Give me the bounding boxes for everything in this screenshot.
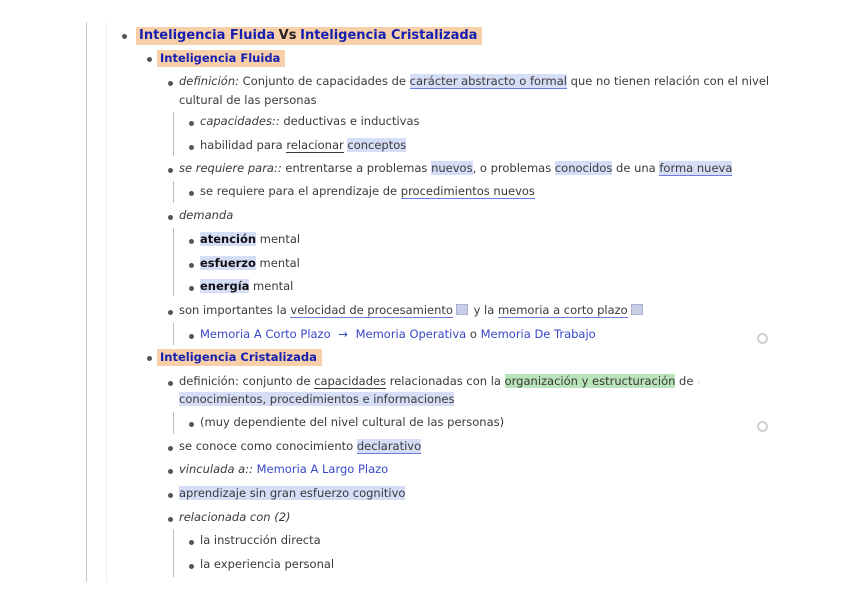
conocimientos-highlight[interactable]: conocimientos, procedimientos e informaciones xyxy=(179,392,455,406)
aprendizaje-text: se requiere para el aprendizaje de xyxy=(200,184,401,198)
bullet[interactable] xyxy=(189,121,194,126)
capacidades-link[interactable]: capacidades xyxy=(314,374,387,388)
indent-guide xyxy=(173,181,174,203)
bullet[interactable] xyxy=(189,263,194,268)
title-left-link[interactable]: Inteligencia Fluida xyxy=(139,28,275,43)
demanda-sub-item[interactable] xyxy=(200,256,300,270)
relacionada-sub-item[interactable] xyxy=(200,557,334,571)
requiere-text: entrentarse a problemas xyxy=(281,161,432,175)
cristalizada-definicion[interactable] xyxy=(179,374,701,388)
bullet[interactable] xyxy=(168,310,173,315)
bullet[interactable] xyxy=(189,540,194,545)
relacionada-count: (2) xyxy=(274,510,291,524)
indent-guide xyxy=(173,228,174,296)
section-heading-fluida xyxy=(157,50,285,67)
page-title xyxy=(136,27,482,45)
importantes-text-2: y la xyxy=(469,303,498,317)
atencion-highlight[interactable]: atención xyxy=(200,232,257,246)
habilidad-item[interactable] xyxy=(200,138,406,152)
vinculada-label: vinculada a:: xyxy=(179,462,253,476)
conoce-text: se conoce como conocimiento xyxy=(179,439,357,453)
requiere-label: se requiere para:: xyxy=(179,161,282,175)
muy-dependiente-text: (muy dependiente del nivel cultural de las personas) xyxy=(200,415,505,429)
habilidad-text: habilidad para xyxy=(200,138,287,152)
embed-icon[interactable] xyxy=(456,304,468,315)
bullet[interactable] xyxy=(168,215,173,220)
instruccion-text: la instrucción directa xyxy=(200,533,321,547)
outline-guide-line-secondary xyxy=(106,22,107,582)
velocidad-procesamiento-link[interactable]: velocidad de procesamiento xyxy=(290,303,453,317)
definicion-text-2: que no tienen relación con el nivel xyxy=(567,74,770,88)
bullet[interactable] xyxy=(189,334,194,339)
conceptos-highlight[interactable]: conceptos xyxy=(347,138,407,152)
bullet[interactable] xyxy=(189,191,194,196)
fluida-heading-link[interactable]: Inteligencia Fluida xyxy=(160,51,281,65)
bullet[interactable] xyxy=(189,239,194,244)
requiere-item[interactable] xyxy=(179,161,732,175)
memoria-largo-plazo-link[interactable]: Memoria A Largo Plazo xyxy=(256,462,389,476)
requiere-text-3: de una xyxy=(612,161,660,175)
relacionar-link[interactable]: relacionar xyxy=(286,138,344,152)
demanda-label: demanda xyxy=(179,208,234,222)
relacionada-item[interactable] xyxy=(179,510,291,524)
energia-highlight[interactable]: energía xyxy=(200,279,250,293)
bullet[interactable] xyxy=(189,564,194,569)
bullet[interactable] xyxy=(168,493,173,498)
demanda-item[interactable] xyxy=(179,208,233,222)
block-options-icon[interactable] xyxy=(757,421,768,432)
bullet[interactable] xyxy=(189,422,194,427)
forma-nueva-highlight[interactable]: forma nueva xyxy=(659,161,733,175)
conocidos-highlight[interactable]: conocidos xyxy=(554,161,613,175)
cristalizada-definicion-cont xyxy=(179,392,454,406)
demanda-sub-item[interactable] xyxy=(200,232,300,246)
capacidades-text: deductivas e inductivas xyxy=(279,114,420,128)
bullet[interactable] xyxy=(122,34,127,39)
bullet[interactable] xyxy=(168,469,173,474)
memoria-de-trabajo-link[interactable]: Memoria De Trabajo xyxy=(480,327,596,341)
demanda-sub-text: mental xyxy=(255,256,300,270)
importantes-text: son importantes la xyxy=(179,303,291,317)
bullet[interactable] xyxy=(168,81,173,86)
bullet[interactable] xyxy=(189,286,194,291)
aprendizaje-item[interactable] xyxy=(200,184,535,198)
title-vs: Vs xyxy=(278,28,297,43)
nuevos-highlight[interactable]: nuevos xyxy=(431,161,473,175)
block-options-icon[interactable] xyxy=(757,333,768,344)
muy-dependiente-item[interactable] xyxy=(200,415,504,429)
bullet[interactable] xyxy=(168,168,173,173)
vinculada-item[interactable] xyxy=(179,462,388,476)
title-right-link[interactable]: Inteligencia Cristalizada xyxy=(300,28,478,43)
aprendizaje-highlight[interactable]: aprendizaje sin gran esfuerzo cognitivo xyxy=(179,486,406,500)
demanda-sub-item[interactable] xyxy=(200,279,293,293)
definicion-text-3: cultural de las personas xyxy=(179,93,317,107)
memoria-corto-plazo-link[interactable]: memoria a corto plazo xyxy=(497,303,628,317)
conoce-item[interactable] xyxy=(179,439,421,453)
esfuerzo-highlight[interactable]: esfuerzo xyxy=(200,256,256,270)
relacionada-label: relacionada con xyxy=(179,510,271,524)
indent-guide xyxy=(173,529,174,577)
embed-icon[interactable] xyxy=(631,304,643,315)
memoria-connector: o xyxy=(466,327,481,341)
bullet[interactable] xyxy=(168,517,173,522)
organizacion-highlight[interactable]: organización y estructuración xyxy=(504,374,676,388)
demanda-sub-text: mental xyxy=(256,232,301,246)
indent-guide xyxy=(173,323,174,345)
memoria-operativa-link[interactable]: Memoria Operativa xyxy=(355,327,467,341)
bullet[interactable] xyxy=(168,446,173,451)
fluida-definicion[interactable] xyxy=(179,74,769,88)
capacidades-label: capacidades:: xyxy=(200,114,280,128)
bullet[interactable] xyxy=(168,381,173,386)
demanda-sub-text: mental xyxy=(249,279,294,293)
cristalizada-heading-link[interactable]: Inteligencia Cristalizada xyxy=(160,350,317,364)
outline-guide-line xyxy=(86,22,87,582)
memoria-item[interactable] xyxy=(200,327,596,341)
declarativo-highlight[interactable]: declarativo xyxy=(356,439,422,453)
cristalizada-def-text-3: de xyxy=(675,374,698,388)
cristalizada-def-text-2: relacionadas con la xyxy=(386,374,505,388)
bullet[interactable] xyxy=(147,57,152,62)
bullet[interactable] xyxy=(189,145,194,150)
requiere-text-2: , o problemas xyxy=(472,161,555,175)
definicion-label: definición: xyxy=(179,74,240,88)
arrow-icon: → xyxy=(338,327,348,341)
experiencia-text: la experiencia personal xyxy=(200,557,335,571)
bullet[interactable] xyxy=(147,356,152,361)
definicion-text: Conjunto de capacidades de xyxy=(239,74,410,88)
procedimientos-nuevos-link[interactable]: procedimientos nuevos xyxy=(400,184,535,198)
relacionada-sub-item[interactable] xyxy=(200,533,321,547)
expand-arrow-icon[interactable]: › xyxy=(697,378,701,388)
importantes-item[interactable] xyxy=(179,303,645,317)
memoria-corto-plazo-page-link[interactable]: Memoria A Corto Plazo xyxy=(200,327,331,341)
indent-guide xyxy=(173,412,174,434)
highlight-caracter[interactable]: carácter abstracto o formal xyxy=(409,74,567,88)
capacidades-item[interactable] xyxy=(200,114,420,128)
section-heading-cristalizada xyxy=(157,349,322,366)
fluida-definicion-cont xyxy=(179,93,317,107)
cristalizada-def-text: definición: conjunto de xyxy=(179,374,315,388)
indent-guide xyxy=(173,112,174,156)
aprendizaje-cristalizada-item[interactable] xyxy=(179,486,405,500)
